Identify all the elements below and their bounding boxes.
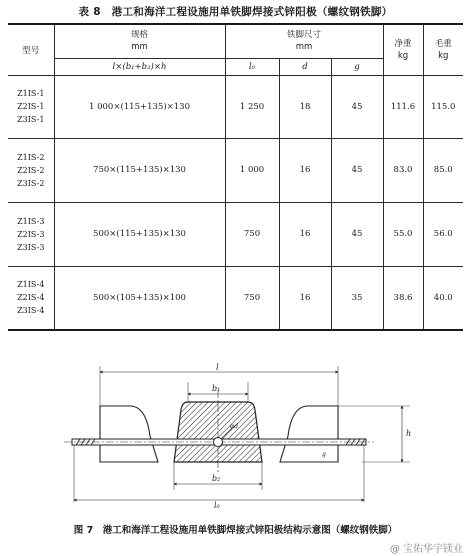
model-code: Z2IS-1 [17, 102, 45, 111]
model-code: Z1IS-3 [17, 216, 45, 226]
l0-cell: 750 [225, 202, 279, 266]
d-cell: 16 [279, 266, 331, 330]
gross-cell: 40.0 [423, 266, 463, 330]
d-cell: 16 [279, 202, 331, 266]
header-spec-formula: l×(b₁+b₂)×h [54, 58, 225, 75]
gross-cell: 56.0 [423, 202, 463, 266]
label-l: l [216, 363, 219, 372]
header-spec [54, 24, 225, 58]
header-g: g [331, 58, 383, 75]
label-d: φd [230, 423, 239, 430]
net-cell: 38.6 [383, 266, 423, 330]
model-cell [8, 266, 54, 330]
header-net [383, 24, 423, 75]
spec-cell: 750×(115+135)×130 [54, 138, 225, 202]
model-code: Z3IS-2 [17, 178, 45, 188]
table-row [8, 138, 463, 202]
l0-cell: 750 [225, 266, 279, 330]
gross-cell: 85.0 [423, 138, 463, 202]
model-cell [8, 138, 54, 202]
header-net-label: 净重 [394, 38, 412, 49]
model-code: Z1IS-1 [17, 89, 45, 98]
model-code: Z2IS-4 [17, 293, 45, 303]
model-code: Z1IS-2 [17, 152, 45, 162]
header-d: d [279, 58, 331, 75]
g-cell: 45 [331, 202, 383, 266]
header-spec-unit: mm [131, 42, 148, 53]
model-code: Z3IS-3 [17, 242, 45, 252]
g-cell: 45 [331, 75, 383, 138]
spec-table [8, 23, 463, 331]
header-gross [423, 24, 463, 75]
d-cell: 18 [279, 75, 331, 138]
l0-cell: 1 000 [225, 138, 279, 202]
table-row [8, 266, 463, 330]
model-cell [8, 75, 54, 138]
spec-cell: 500×(115+135)×130 [54, 202, 225, 266]
d-cell: 16 [279, 138, 331, 202]
table-title: 表 8 港工和海洋工程设施用单铁脚焊接式锌阳极（螺纹钢铁脚） [78, 6, 393, 18]
l0-cell: 1 250 [225, 75, 279, 138]
figure-caption: 图 7 港工和海洋工程设施用单铁脚焊接式锌阳极结构示意图（螺纹钢铁脚） [73, 525, 398, 536]
watermark: @ 宝佑华宇镁业 [389, 544, 463, 555]
table-row [8, 75, 463, 138]
spec-cell: 1 000×(115+135)×130 [54, 75, 225, 138]
table-row [8, 202, 463, 266]
header-gross-label: 毛重 [434, 38, 452, 49]
header-net-unit: kg [397, 50, 409, 61]
model-code: Z2IS-2 [17, 165, 45, 175]
header-leg-unit: mm [295, 42, 313, 53]
anode-diagram [50, 362, 420, 510]
net-cell: 83.0 [383, 138, 423, 202]
label-b1: b₁ [212, 384, 221, 393]
label-l0: l₀ [214, 501, 220, 510]
header-model: 型号 [8, 24, 54, 75]
g-cell: 35 [331, 266, 383, 330]
spec-cell: 500×(105+135)×100 [54, 266, 225, 330]
header-leg [225, 24, 383, 58]
header-l0: l₀ [225, 58, 279, 75]
label-b2: b₂ [212, 474, 221, 483]
net-cell: 55.0 [383, 202, 423, 266]
model-code: Z3IS-4 [17, 306, 45, 316]
g-cell: 45 [331, 138, 383, 202]
model-code: Z1IS-4 [17, 280, 45, 290]
model-code: Z3IS-1 [17, 115, 45, 124]
header-spec-label: 规格 [130, 30, 148, 41]
right-end-block [280, 406, 338, 462]
left-end-block [100, 406, 158, 462]
model-cell [8, 202, 54, 266]
gross-cell: 115.0 [423, 75, 463, 138]
header-leg-label: 铁脚尺寸 [286, 30, 321, 41]
header-gross-unit: kg [438, 50, 449, 61]
model-code: Z2IS-3 [17, 229, 45, 239]
label-g: g [322, 451, 326, 458]
label-h: h [406, 429, 412, 438]
net-cell: 111.6 [383, 75, 423, 138]
